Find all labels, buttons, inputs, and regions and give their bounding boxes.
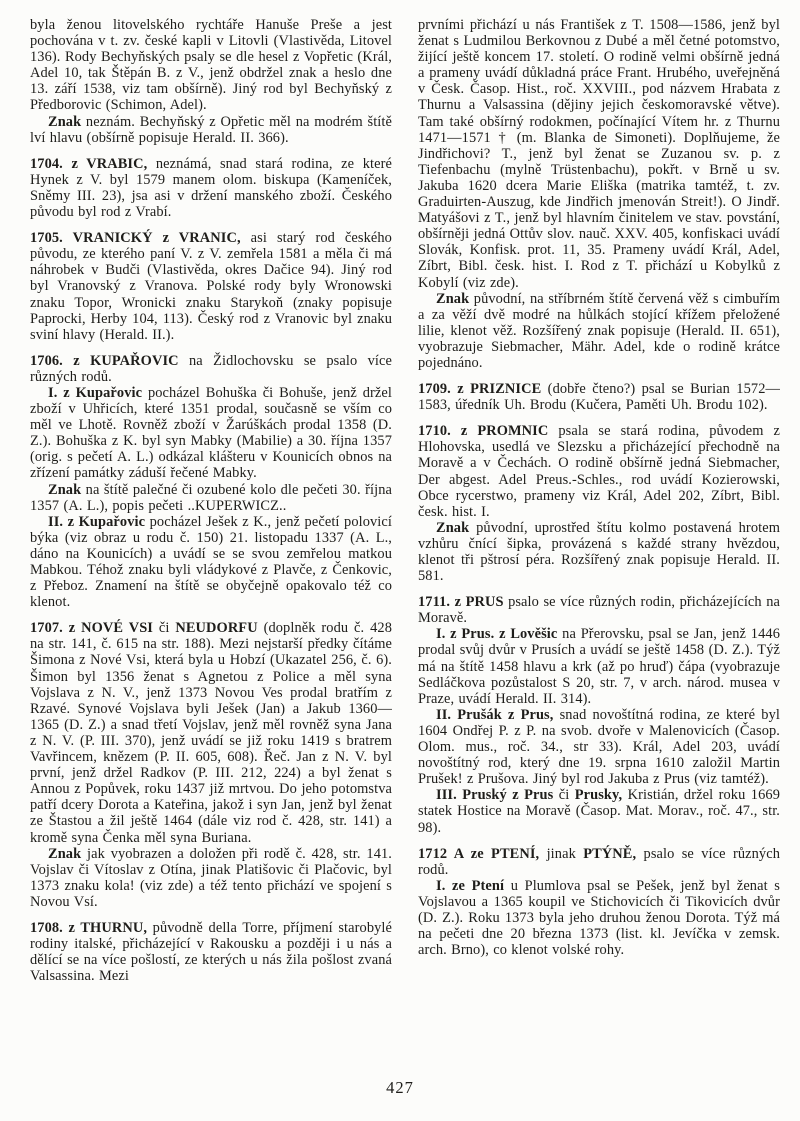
paragraph [30, 114, 392, 146]
text-segment: pocházel Bohuška či Bohuše, jenž držel zboží v Uhřicích, které 1351 prodal, současně se vším co měl ve Lhotě. Rovněž zboží v Žarúškách prodal 1358 (D. Z.). Bohuška z K. byl syn Mabky (Mabilie) a 30. října 1357 (orig. s pečetí A. L.) odkázal klášteru v Kounicích obnos na zřízení památky záduší řečené Mabky. [30, 384, 392, 482]
bold-text-segment: 1712 A ze PTENÍ, [418, 845, 540, 862]
bold-text-segment: II. Prušák z Prus, [436, 706, 554, 723]
bold-text-segment: I. z Kupařovic [48, 384, 143, 401]
paragraph [418, 707, 780, 787]
paragraph [30, 385, 392, 482]
bold-text-segment: 1709. z PRIZNICE [418, 381, 542, 398]
text-segment: (doplněk rodu č. 428 na str. 141, č. 615 na str. 188). Mezi nejstarší předky čítáme Šimona z Nové Vsi, která byla u Hobzí (Ukazatel 256, č. 6). Šimon byl 1356 ženat s Agnetou z Police a měl syna Vojslava z N. V., jenž 1373 Novou Ves prodal bratřím z Rzavé. Synové Vojslava byli Ješek (Jan) a Jakub 1360—1365 (D. Z.) a snad třetí Vojslav, jenž měl rovněž syna Jana z N. V. (P. III. 370), jenž uvádí se již roku 1419 s bratrem Vavřincem, knězem (P. II. 605, 608). Řeč. Jan z N. V. byl první, jenž držel Radkov (P. III. 212, 224) a byl ženat s Annou z Popůvek, roku 1437 již mrtvou. Do jeho potomstva patří dcery Dorota a Kateřina, jakož i syn Jan, jenž byl ženat ze Štastou a žil ještě 1464 (dále viz rod č. 428, str. 141) a kromě syna Čenka měl syna Buriana. [30, 620, 392, 846]
bold-text-segment: PTÝNĚ, [583, 845, 637, 862]
text-segment: byla ženou litovelského rychtáře Hanuše Preše a jest pochována v t. zv. české kapli v Litovli (Vlastivěda, Litovel 136). Rody Bechyňských psaly se dle hesel z Vopřetic (Král, Adel 10, tak Štěpán B. z V., jenž obdržel znak a heslo dne 13. září 1538, viz tam obšírně). Jiný rod byl Bechyňský z Předborovic (Schimon, Adel). [30, 17, 392, 114]
bold-text-segment: 1705. VRANICKÝ z VRANIC, [30, 230, 241, 247]
paragraph [30, 846, 392, 910]
paragraph [418, 594, 780, 626]
text-segment: jak vyobrazen a doložen při rodě č. 428, str. 141. Vojslav či Vítoslav z Otína, jinak Platišovic či Plačovic, byl 1373 znaku kola! (viz zde) a též tento přichází ve spojení s Novou Vsí. [30, 845, 392, 910]
text-segment: Kristián, držel roku 1669 statek Hostice na Moravě (Časop. Mat. Morav., roč. 47., str. 98). [418, 787, 780, 836]
text-segment: snad novoštítná rodina, ze které byl 1604 Ondřej P. z P. na svob. dvoře v Malenovicích (Časop. Olom. mus., roč. 34., str 33). Král, Adel 203, uvádí novoštítný rod, který dne 19. srpna 1610 založil Martin Prušek! z Prušova. Jiný byl rod Jakuba z Prus (viz tamtéž). [418, 706, 780, 788]
paragraph [30, 620, 392, 845]
bold-text-segment: 1704. z VRABIC, [30, 155, 148, 172]
text-segment: neznámá, snad stará rodina, ze které Hynek z V. byl 1579 manem olom. biskupa (Kameníček, Sněmy III. 23), jsa asi v držení manského zboží. Českého původu byl rod z Vrabí. [30, 155, 392, 221]
bold-text-segment: Znak [436, 519, 470, 536]
bold-text-segment: Znak [48, 113, 82, 130]
text-segment: psala se stará rodina, původem z Hlohovska, usedlá ve Slezsku a přicházející přechodně na Moravě a v Čechách. O rodině obšírně jedná Siebmacher, Der abgest. Adel Preus.-Schles., rod uvádí Kozierowski, Obce rycerstwo, prameny viz Král, Adel 202, Zíbrt, Bibl. česk. hist. I. [418, 423, 780, 520]
paragraph [30, 17, 392, 114]
paragraph [30, 156, 392, 220]
text-segment: psalo se více různých rodů. [418, 845, 781, 878]
column-right [418, 17, 780, 984]
paragraph [418, 520, 780, 584]
text-segment: u Plumlova psal se Pešek, jenž byl ženat s Vojslavou a 1365 koupil ve Stichovicích či Tikovicích dvůr (D. Z.). Roku 1373 byla jeho druhou ženou Dorota. Týž má na pečeti dne 20 března 1373 (list. kl. Jevíčka v zemsk. arch. Brno), co klenot volské rohy. [418, 877, 780, 959]
paragraph [30, 920, 392, 984]
bold-text-segment: 1710. z PROMNIC [418, 423, 549, 440]
text-segment: či [553, 787, 575, 804]
paragraph [30, 353, 392, 385]
bold-text-segment: Znak [48, 481, 82, 498]
paragraph [418, 878, 780, 958]
bold-text-segment: 1706. z KUPAŘOVIC [30, 352, 179, 369]
text-segment: na štítě palečné či ozubené kolo dle pečeti 30. října 1357 (A. L.), popis pečeti ..KUPERWICZ.. [30, 481, 392, 514]
bold-text-segment: NEUDORFU [175, 620, 258, 637]
text-segment: (dobře čteno?) psal se Burian 1572—1583, úředník Uh. Brodu (Kučera, Paměti Uh. Brodu 102). [418, 381, 780, 414]
bold-text-segment: 1711. z PRUS [418, 594, 504, 611]
text-segment: jinak [539, 845, 584, 862]
text-segment: původní, uprostřed štítu kolmo postavená hrotem vzhůru čnící šipka, provázená s každé strany hvězdou, klenot tři pštrosí péra. Rozšířený znak popisuje Herald. II. 581. [418, 519, 780, 585]
bold-text-segment: III. Pruský z Prus [436, 787, 554, 804]
paragraph [418, 381, 780, 413]
text-segment: původně della Torre, příjmení starobylé rodiny italské, přicházející v Rakousku a později i u nás a dělící se na více pošlostí, ze kterých u nás žila pošlost zvaná Valsassina. Mezi [30, 919, 392, 985]
paragraph [418, 291, 780, 371]
text-segment: asi starý rod českého původu, ze kterého paní V. z V. zemřela 1581 a měla či má náhrobek v Budči (Vlastivěda, okres Dačice 94). Jiný rod byl Vranovský z Vranova. Polské rody byly Wronowski znaku Topor, Wronicki znaku Starykoň (znaky popisuje Paprocki, Herby 104, 113). Český rod z Vranovic byl znaku sviní hlavy (Herald. II.). [30, 230, 392, 343]
column-left [30, 17, 392, 984]
bold-text-segment: II. z Kupařovic [48, 513, 146, 530]
bold-text-segment: Znak [48, 845, 82, 862]
text-segment: či [153, 620, 176, 637]
text-segment: psalo se více různých rodin, přicházejících na Moravě. [418, 594, 780, 627]
text-segment: pocházel Ješek z K., jenž pečetí polovicí býka (viz obraz u rodu č. 150) 21. listopadu 1337 (A. L., dáno na Kounicích) a uvádí se se svou zemřelou matkou Mabkou. Téhož znaku byli vládykové z Plavče, z Čenkovic, z Přeboz. Znamení na štítě se obyčejně opakovalo též co klenot. [30, 513, 392, 611]
bold-text-segment: I. ze Ptení [436, 877, 505, 894]
paragraph [30, 230, 392, 343]
paragraph [418, 787, 780, 835]
paragraph [418, 626, 780, 706]
text-segment: na Židlochovsku se psalo více různých rodů. [30, 352, 392, 385]
paragraph [418, 17, 780, 291]
text-segment: původní, na stříbrném štítě červená věž s cimbuřím a za věží dvě modré na hůlkách stojící křížem přeložené lilie, klenot věž. Rozšířený znak popisuje (Herald. II. 651), vyobrazuje Siebmacher, Mähr. Adel, kde o rodině krátce pojednáno. [418, 290, 780, 371]
text-segment: neznám. Bechyňský z Opřetic měl na modrém štítě lví hlavu (obšírně popisuje Herald. II. 366). [30, 113, 392, 146]
paragraph [30, 514, 392, 611]
bold-text-segment: 1708. z THURNU, [30, 919, 148, 936]
paragraph [418, 423, 780, 520]
paragraph [30, 482, 392, 514]
paragraph [418, 846, 780, 878]
text-segment: na Přerovsku, psal se Jan, jenž 1446 prodal svůj dvůr v Prusích a uvádí se ještě 1458 (D. Z.). Týž má na štítě 1458 hlavu a krk (až po hruď) čápa (vyobrazuje Sedláčkova pozůstalost S 20, str. 7, v arch. národ. musea v Praze, uvádí Herald. II. 314). [418, 626, 780, 707]
bold-text-segment: Znak [436, 290, 470, 307]
bold-text-segment: Prusky, [574, 787, 623, 804]
bold-text-segment: 1707. z NOVÉ VSI [30, 620, 153, 637]
page-number: 427 [386, 1078, 414, 1097]
text-segment: prvními přichází u nás František z T. 1508—1586, jenž byl ženat s Ludmilou Berkovnou z Dubé a měl četné potomstvo, žijící ještě koncem 17. století. O rodině velmi obšírně jedná a prameny uvádí důkladná práce Frant. Hrubého, uveřejněná v Česk. Časop. Hist., roč. XXVIII., pod názvem Hrabata z Thurnu a Valsassina (dějiny jejich českomoravské větve). Tam také obšírný rodokmen, počínající Vítem hr. z Thurnu 1471—1571 † (m. Blanka de Simoneti). Doplňujeme, že Jindřichovi? T., jenž byl ženat se Zuzanou sv. p. z Tiefenbachu (mylně Trüstenbachu), pokřt. v Brně u sv. Jakuba 1620 dcera Marie Eliška (matrika tamtéž, t. zv. Graduirten-Auszug, kde Jindřich jmenován Streit!). O Jindř. Matyášovi z T., jenž byl hlavním činitelem ve stav. povstání, obšírněji jedná Ottův slov. nauč. XXV. 405, konfiskaci uvádí Slovák, Konfisk. prot. 11, 35. Prameny uvádí Král, Adel, Zíbrt, Bibl. česk. hist. I. Rod z T. přichází u Kobylků z Kobylí (viz zde). [418, 17, 780, 291]
bold-text-segment: I. z Prus. z Lověšic [436, 626, 558, 643]
